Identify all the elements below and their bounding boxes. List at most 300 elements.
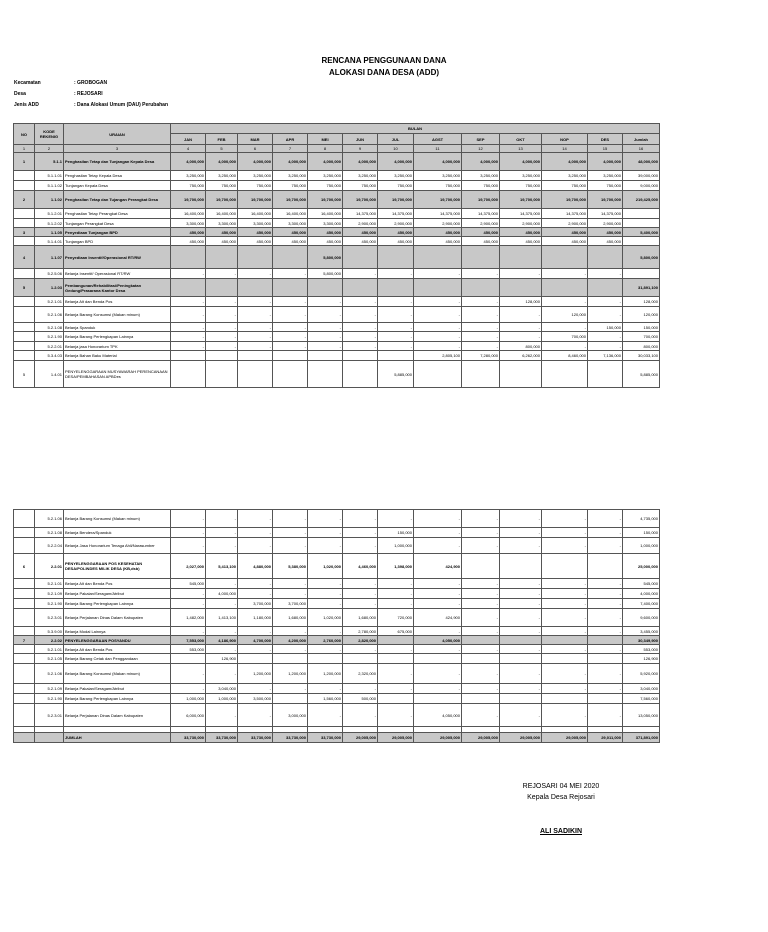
cell-kode: 1.1.07 <box>35 246 64 269</box>
header-month: SEP <box>462 134 500 145</box>
cell-no <box>14 510 35 528</box>
cell-amount: - <box>343 342 378 351</box>
cell-amount: 14,375,000 <box>500 209 542 219</box>
cell-uraian: Tunjangan BPD <box>64 237 171 246</box>
cell-amount <box>462 554 500 579</box>
cell-amount: 3,455,000 <box>623 627 660 636</box>
cell-amount: 3,040,000 <box>623 684 660 694</box>
table-row <box>14 704 660 727</box>
cell-amount <box>542 654 588 664</box>
header-month: NOP <box>542 134 588 145</box>
cell-amount: 1,560,000 <box>308 694 343 704</box>
cell-kode: 5.2.1.90 <box>35 599 64 609</box>
cell-amount: 2,780,000 <box>343 627 378 636</box>
cell-amount: - <box>171 589 206 599</box>
cell-amount: 4,000,000 <box>414 153 462 171</box>
cell-amount <box>500 279 542 297</box>
signature-position: Kepala Desa Rejosari <box>527 794 595 801</box>
cell-amount: 120,000 <box>623 307 660 323</box>
cell-amount: - <box>238 645 273 654</box>
cell-amount <box>414 694 462 704</box>
cell-amount <box>542 361 588 388</box>
cell-amount: - <box>238 297 273 307</box>
cell-amount: - <box>343 684 378 694</box>
cell-amount: 4,000,000 <box>343 153 378 171</box>
cell-amount: - <box>171 684 206 694</box>
cell-uraian: Tunjangan Perangkat Desa <box>64 219 171 228</box>
cell-amount: - <box>588 704 623 727</box>
table-row <box>14 351 660 361</box>
cell-amount: 2,805,100 <box>414 351 462 361</box>
cell-kode: 5.2.1.08 <box>35 323 64 332</box>
cell-uraian: Belanja Barang Cetak dan Penggandaan <box>64 654 171 664</box>
cell-amount <box>462 654 500 664</box>
cell-amount: 1,200,000 <box>273 664 308 684</box>
cell-amount: 19,700,000 <box>588 191 623 209</box>
cell-amount <box>588 279 623 297</box>
header-column-number: 4 <box>171 145 206 153</box>
cell-amount: - <box>308 579 343 589</box>
table-row <box>14 654 660 664</box>
header-month: Jumlah <box>623 134 660 145</box>
cell-amount: 3,700,000 <box>238 599 273 609</box>
table-row <box>14 181 660 191</box>
cell-kode: 1.2.03 <box>35 279 64 297</box>
cell-amount: - <box>273 323 308 332</box>
cell-amount: 450,000 <box>500 237 542 246</box>
cell-amount <box>414 361 462 388</box>
cell-amount: 7,136,000 <box>588 351 623 361</box>
cell-amount <box>500 636 542 645</box>
cell-amount: 14,375,000 <box>542 209 588 219</box>
cell-amount: - <box>171 538 206 554</box>
cell-amount: - <box>206 645 238 654</box>
cell-amount: - <box>378 510 414 528</box>
cell-amount: 700,000 <box>623 332 660 342</box>
cell-amount: 150,000 <box>588 323 623 332</box>
cell-amount: 3,250,000 <box>500 171 542 181</box>
cell-amount: - <box>378 599 414 609</box>
cell-amount: 39,000,000 <box>623 171 660 181</box>
cell-amount <box>588 654 623 664</box>
table-row <box>14 538 660 554</box>
cell-no: 5 <box>14 279 35 297</box>
cell-amount: 6,000,000 <box>171 704 206 727</box>
cell-amount <box>378 279 414 297</box>
cell-amount <box>171 361 206 388</box>
cell-amount: - <box>414 269 462 279</box>
cell-amount: - <box>171 510 206 528</box>
cell-amount: - <box>500 269 542 279</box>
cell-amount: 2,900,000 <box>462 219 500 228</box>
cell-amount: 424,900 <box>414 609 462 627</box>
cell-uraian: Penyediaan Insentif/Operasional RT/RW <box>64 246 171 269</box>
cell-amount: - <box>308 297 343 307</box>
cell-amount: - <box>500 538 542 554</box>
cell-amount: 1,180,000 <box>238 609 273 627</box>
header-column-number: 10 <box>378 145 414 153</box>
header-month: APR <box>273 134 308 145</box>
cell-amount: 1,398,000 <box>378 554 414 579</box>
cell-amount: 750,000 <box>462 181 500 191</box>
table-row <box>14 579 660 589</box>
cell-amount: 424,900 <box>414 554 462 579</box>
cell-amount: - <box>588 342 623 351</box>
cell-amount: - <box>273 627 308 636</box>
cell-amount: - <box>343 297 378 307</box>
cell-amount <box>378 351 414 361</box>
cell-amount: - <box>171 627 206 636</box>
cell-amount: 450,000 <box>500 228 542 237</box>
cell-amount <box>588 694 623 704</box>
cell-amount: 1,020,000 <box>308 609 343 627</box>
cell-amount: - <box>273 269 308 279</box>
cell-no: 7 <box>14 636 35 645</box>
header-column-number: 14 <box>542 145 588 153</box>
cell-no <box>14 654 35 664</box>
table-row <box>14 684 660 694</box>
cell-amount: 450,000 <box>588 237 623 246</box>
cell-amount: 33,730,000 <box>238 733 273 743</box>
cell-amount: 450,000 <box>542 237 588 246</box>
cell-amount: 126,900 <box>206 654 238 664</box>
header-column-number: 1 <box>14 145 35 153</box>
cell-no <box>14 332 35 342</box>
cell-amount <box>273 351 308 361</box>
cell-amount: - <box>588 528 623 538</box>
cell-amount: - <box>542 589 588 599</box>
cell-amount: - <box>542 323 588 332</box>
meta-desa <box>14 91 103 97</box>
cell-amount: 4,000,000 <box>238 153 273 171</box>
cell-amount: - <box>238 510 273 528</box>
cell-amount: - <box>462 704 500 727</box>
cell-kode: 5.1.2.01 <box>35 209 64 219</box>
cell-amount: 7,553,000 <box>171 636 206 645</box>
cell-amount: - <box>171 664 206 684</box>
cell-kode: 5.1.1.02 <box>35 181 64 191</box>
cell-amount: - <box>378 332 414 342</box>
cell-amount: 3,250,000 <box>542 171 588 181</box>
cell-amount <box>273 279 308 297</box>
header-column-number: 9 <box>343 145 378 153</box>
cell-amount: 450,000 <box>238 237 273 246</box>
cell-no <box>14 237 35 246</box>
cell-amount <box>308 351 343 361</box>
cell-amount: - <box>542 704 588 727</box>
cell-uraian: Belanja Barang Konsumsi (Makan minum) <box>64 307 171 323</box>
cell-amount: - <box>462 528 500 538</box>
cell-amount: - <box>343 704 378 727</box>
cell-amount: 19,700,000 <box>378 191 414 209</box>
cell-amount: - <box>308 323 343 332</box>
cell-amount: - <box>414 599 462 609</box>
cell-amount: - <box>542 579 588 589</box>
table-row <box>14 627 660 636</box>
cell-amount: - <box>542 538 588 554</box>
table-row <box>14 209 660 219</box>
cell-amount: - <box>206 342 238 351</box>
cell-amount: 14,375,000 <box>378 209 414 219</box>
cell-uraian: Penyediaan Tunjangan BPD <box>64 228 171 237</box>
cell-amount: 450,000 <box>206 237 238 246</box>
cell-amount: - <box>500 332 542 342</box>
cell-amount: 700,000 <box>542 332 588 342</box>
cell-no: 4 <box>14 246 35 269</box>
cell-amount <box>308 361 343 388</box>
cell-amount: 450,000 <box>378 237 414 246</box>
cell-amount: 3,250,000 <box>588 171 623 181</box>
cell-amount: - <box>206 510 238 528</box>
cell-amount: - <box>238 528 273 538</box>
cell-amount: - <box>308 684 343 694</box>
cell-kode: 5.1.1.01 <box>35 171 64 181</box>
cell-amount: 1,000,000 <box>171 694 206 704</box>
cell-amount <box>500 694 542 704</box>
cell-no <box>14 351 35 361</box>
cell-amount: 4,000,000 <box>623 589 660 599</box>
cell-amount: 2,900,000 <box>378 219 414 228</box>
cell-no: 5 <box>14 361 35 388</box>
cell-amount: - <box>414 684 462 694</box>
cell-amount <box>542 554 588 579</box>
cell-uraian: Belanja Bendera/Spanduk <box>64 528 171 538</box>
cell-uraian: Belanja Modal Lainnya <box>64 627 171 636</box>
cell-amount: 1,413,100 <box>206 609 238 627</box>
cell-amount <box>273 654 308 664</box>
cell-amount: 16,400,000 <box>308 209 343 219</box>
cell-amount <box>378 246 414 269</box>
header-column-number: 7 <box>273 145 308 153</box>
cell-amount: - <box>542 342 588 351</box>
cell-amount: 750,000 <box>308 181 343 191</box>
table-row <box>14 307 660 323</box>
cell-no: 1 <box>14 153 35 171</box>
cell-uraian: Belanja Perjalanan Dinas Dalam Kabupaten <box>64 704 171 727</box>
cell-amount: 3,250,000 <box>343 171 378 181</box>
cell-kode: 5.2.5.06 <box>35 269 64 279</box>
cell-amount: 19,700,000 <box>462 191 500 209</box>
meta-value: : REJOSARI <box>74 91 103 97</box>
cell-amount: - <box>462 307 500 323</box>
cell-amount: 450,000 <box>308 228 343 237</box>
cell-amount: - <box>206 538 238 554</box>
cell-amount: 450,000 <box>378 228 414 237</box>
cell-amount: 128,000 <box>623 297 660 307</box>
meta-label: Kecamatan <box>14 80 41 86</box>
cell-amount: - <box>414 538 462 554</box>
cell-amount: 5,920,000 <box>623 664 660 684</box>
cell-amount <box>500 654 542 664</box>
cell-amount: 3,300,000 <box>308 219 343 228</box>
cell-amount: 1,680,000 <box>343 609 378 627</box>
cell-amount: 19,700,000 <box>238 191 273 209</box>
cell-kode: 5.3.9.00 <box>35 627 64 636</box>
cell-amount: 128,000 <box>500 297 542 307</box>
cell-amount: - <box>308 538 343 554</box>
cell-amount: 30,033,100 <box>623 351 660 361</box>
table-row <box>14 153 660 171</box>
cell-amount: 1,020,000 <box>308 554 343 579</box>
cell-amount: 5,800,000 <box>308 246 343 269</box>
table-row <box>14 237 660 246</box>
cell-amount: - <box>378 589 414 599</box>
cell-no <box>14 323 35 332</box>
header-column-number: 13 <box>500 145 542 153</box>
cell-amount <box>462 694 500 704</box>
cell-amount: - <box>500 627 542 636</box>
cell-amount: - <box>462 609 500 627</box>
cell-amount: - <box>462 323 500 332</box>
cell-amount <box>588 554 623 579</box>
cell-amount: - <box>238 342 273 351</box>
cell-amount: 2,900,000 <box>343 219 378 228</box>
cell-amount: 750,000 <box>206 181 238 191</box>
cell-kode: 5.2.1.06 <box>35 307 64 323</box>
cell-amount: 2,320,000 <box>343 664 378 684</box>
cell-no <box>14 704 35 727</box>
cell-amount: 1,000,000 <box>206 694 238 704</box>
cell-amount: - <box>588 609 623 627</box>
cell-amount: - <box>462 269 500 279</box>
cell-amount: 2,820,000 <box>343 636 378 645</box>
cell-amount: 450,000 <box>542 228 588 237</box>
cell-no <box>14 609 35 627</box>
header-month: MEI <box>308 134 343 145</box>
cell-amount: 3,250,000 <box>273 171 308 181</box>
cell-amount: 3,300,000 <box>206 219 238 228</box>
cell-amount: - <box>462 645 500 654</box>
header-column-number: 6 <box>238 145 273 153</box>
cell-no: 6 <box>14 554 35 579</box>
meta-value: : Dana Alokasi Umum (DAU) Perubahan <box>74 102 168 108</box>
cell-amount: 4,000,000 <box>206 153 238 171</box>
cell-amount: - <box>308 599 343 609</box>
cell-uraian: Penghasilan Tetap dan Tunjangan Kepala Desa <box>64 153 171 171</box>
cell-no <box>14 579 35 589</box>
cell-amount: 30,349,900 <box>623 636 660 645</box>
cell-amount: 5,400,000 <box>623 228 660 237</box>
cell-kode: 5.2.1.06 <box>35 664 64 684</box>
cell-uraian: Belanja Perjalanan Dinas Dalam Kabupaten <box>64 609 171 627</box>
cell-amount: 4,186,900 <box>206 636 238 645</box>
cell-amount: 800,000 <box>500 342 542 351</box>
cell-amount: - <box>171 599 206 609</box>
cell-uraian: JUMLAH <box>64 733 171 743</box>
cell-amount: 1,482,000 <box>171 609 206 627</box>
cell-amount: 7,560,000 <box>623 694 660 704</box>
cell-no <box>14 627 35 636</box>
cell-amount <box>238 654 273 664</box>
cell-amount: 750,000 <box>343 181 378 191</box>
cell-amount: - <box>588 664 623 684</box>
cell-no <box>14 684 35 694</box>
cell-amount: 553,000 <box>623 645 660 654</box>
cell-amount: - <box>343 599 378 609</box>
cell-no <box>14 181 35 191</box>
cell-amount: 750,000 <box>414 181 462 191</box>
cell-amount: 33,730,000 <box>273 733 308 743</box>
header-column-number: 11 <box>414 145 462 153</box>
cell-amount: 750,000 <box>273 181 308 191</box>
cell-amount: - <box>462 589 500 599</box>
cell-amount: 5,800,000 <box>308 269 343 279</box>
cell-amount: - <box>462 579 500 589</box>
header-column-number: 3 <box>64 145 171 153</box>
cell-amount <box>273 361 308 388</box>
cell-amount: - <box>462 538 500 554</box>
cell-amount: - <box>273 297 308 307</box>
signature-place-date: REJOSARI 04 MEI 2020 <box>522 783 600 790</box>
cell-uraian: Belanja Alt dan Benda Pos <box>64 645 171 654</box>
cell-uraian: Tunjangan Kepala Desa <box>64 181 171 191</box>
cell-amount: 4,460,000 <box>343 554 378 579</box>
cell-amount: 4,880,000 <box>238 554 273 579</box>
cell-amount <box>343 351 378 361</box>
cell-amount: 750,000 <box>542 181 588 191</box>
cell-amount: - <box>588 510 623 528</box>
cell-amount <box>462 279 500 297</box>
cell-amount: - <box>414 627 462 636</box>
cell-amount: 6,262,000 <box>500 351 542 361</box>
header-uraian: URAIAN <box>64 124 171 145</box>
cell-amount: - <box>238 589 273 599</box>
cell-amount: - <box>462 342 500 351</box>
cell-amount: - <box>588 599 623 609</box>
cell-amount: - <box>238 307 273 323</box>
cell-amount: - <box>343 307 378 323</box>
cell-amount: 450,000 <box>171 228 206 237</box>
cell-uraian: Penghasilan Tetap Kepala Desa <box>64 171 171 181</box>
cell-kode: 5.1.1 <box>35 153 64 171</box>
header-column-number: 2 <box>35 145 64 153</box>
cell-amount <box>343 361 378 388</box>
cell-amount: - <box>308 589 343 599</box>
header-column-number: 12 <box>462 145 500 153</box>
cell-amount: 450,000 <box>238 228 273 237</box>
cell-amount: 1,680,000 <box>273 609 308 627</box>
table-row <box>14 332 660 342</box>
cell-no: 2 <box>14 191 35 209</box>
cell-amount: - <box>414 307 462 323</box>
cell-kode: 1.4.01 <box>35 361 64 388</box>
cell-amount: - <box>171 297 206 307</box>
cell-amount: 3,250,000 <box>171 171 206 181</box>
cell-amount: 1,200,000 <box>238 664 273 684</box>
cell-amount: - <box>378 269 414 279</box>
cell-amount: 16,400,000 <box>171 209 206 219</box>
cell-amount: 450,000 <box>414 237 462 246</box>
cell-amount <box>308 279 343 297</box>
cell-uraian: Belanja Barang Konsumsi (Makan minum) <box>64 664 171 684</box>
cell-amount <box>414 246 462 269</box>
cell-amount: - <box>273 589 308 599</box>
cell-amount <box>542 636 588 645</box>
cell-amount: - <box>308 307 343 323</box>
cell-amount: 4,000,000 <box>206 589 238 599</box>
cell-amount: - <box>414 664 462 684</box>
cell-amount: - <box>588 579 623 589</box>
cell-amount: - <box>273 332 308 342</box>
table-row <box>14 636 660 645</box>
cell-amount: 3,300,000 <box>273 219 308 228</box>
cell-amount: 9,600,000 <box>623 609 660 627</box>
cell-amount: 19,700,000 <box>500 191 542 209</box>
cell-amount: 3,700,000 <box>273 599 308 609</box>
cell-amount: 19,700,000 <box>414 191 462 209</box>
cell-amount <box>206 361 238 388</box>
cell-uraian: Belanja Spanduk <box>64 323 171 332</box>
